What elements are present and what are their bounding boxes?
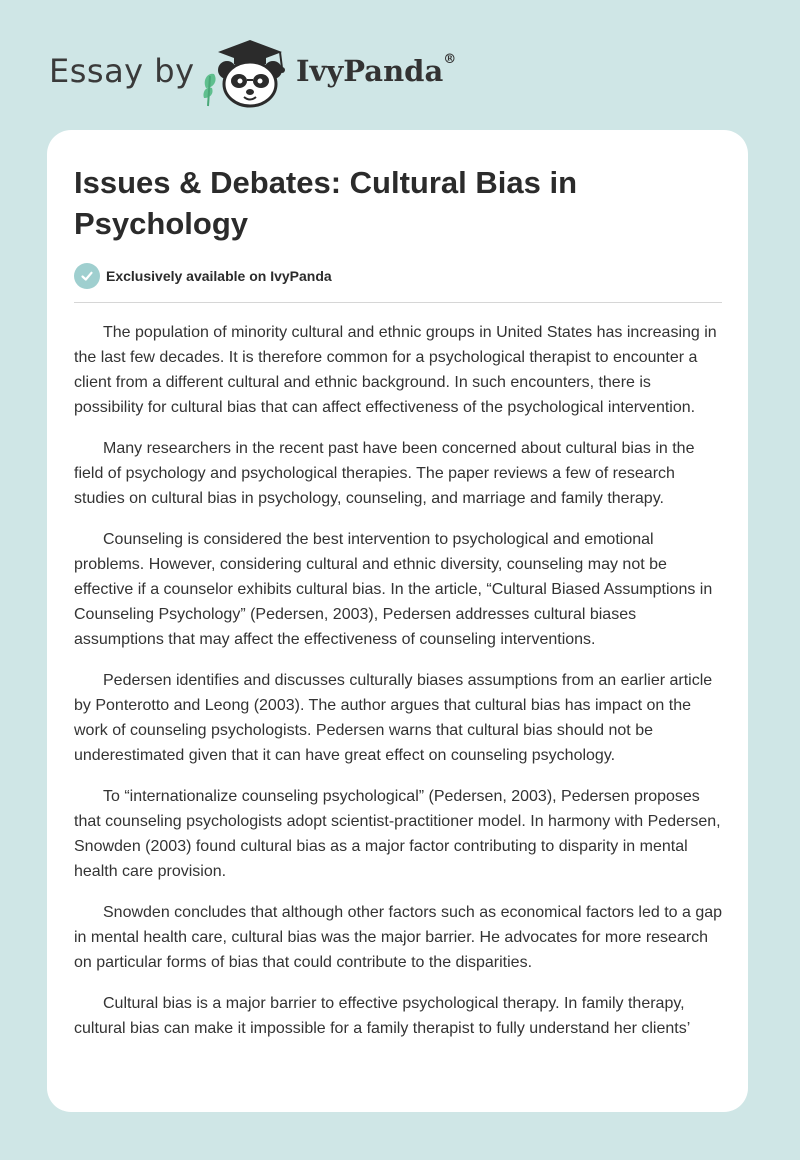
site-header bbox=[0, 0, 800, 130]
panda-graduate-icon[interactable] bbox=[200, 36, 292, 110]
check-circle-icon bbox=[74, 263, 100, 289]
article-title: Issues & Debates: Cultural Bias in Psychology bbox=[74, 165, 578, 241]
brand-name[interactable]: IvyPanda® bbox=[296, 52, 457, 88]
article-card bbox=[47, 130, 748, 1112]
paragraph: Cultural bias is a major barrier to effective psychological therapy. In family therapy, cultural bias can make it impossible for a family therapist to fully understand her clients’ bbox=[74, 995, 691, 1037]
paragraph: Many researchers in the recent past have been concerned about cultural bias in the field of psychology and psychological therapies. The paper reviews a few of research studies on cultural bias in psychology, counseling, and marriage and family therapy. bbox=[74, 440, 695, 507]
registered-mark: ® bbox=[443, 52, 457, 67]
paragraph: Pedersen identifies and discusses culturally biases assumptions from an earlier article by Ponterotto and Leong (2003). The author argues that cultural bias has impact on the work of counseling psychologists. Pedersen warns that cultural bias should not be underestimated given that it can have great effect on counseling psychology. bbox=[74, 672, 713, 764]
article-body bbox=[74, 320, 724, 1057]
paragraph: To “internationalize counseling psychological” (Pedersen, 2003), Pedersen proposes that counseling psychologists adopt scientist-practitioner model. In harmony with Pedersen, Snowden (2003) found cultural bias as a major factor contributing to disparity in mental health care provision. bbox=[74, 788, 721, 880]
paragraph: Snowden concludes that although other factors such as economical factors led to a gap in mental health care, cultural bias was the major barrier. He advocates for more research on particular forms of bias that could contribute to the disparities. bbox=[74, 904, 723, 971]
brand-prefix: Essay by bbox=[49, 52, 195, 90]
paragraph: Counseling is considered the best intervention to psychological and emotional problems. However, considering cultural and ethnic diversity, counseling may not be effective if a counselor exhibits cultural bias. In the article, “Cultural Biased Assumptions in Counseling Psychology” (Pedersen, 2003), Pedersen addresses cultural biases assumptions that may affect the effectiveness of counseling interventions. bbox=[74, 531, 713, 648]
badge-text: Exclusively available on IvyPanda bbox=[106, 268, 332, 284]
paragraph: The population of minority cultural and ethnic groups in United States has increasing in the last few decades. It is therefore common for a psychological therapist to encounter a client from a different cultural and ethnic background. In such encounters, there is possibility for cultural bias that can affect effectiveness of the psychological intervention. bbox=[74, 324, 717, 416]
exclusive-badge bbox=[74, 262, 332, 290]
divider bbox=[74, 302, 722, 303]
